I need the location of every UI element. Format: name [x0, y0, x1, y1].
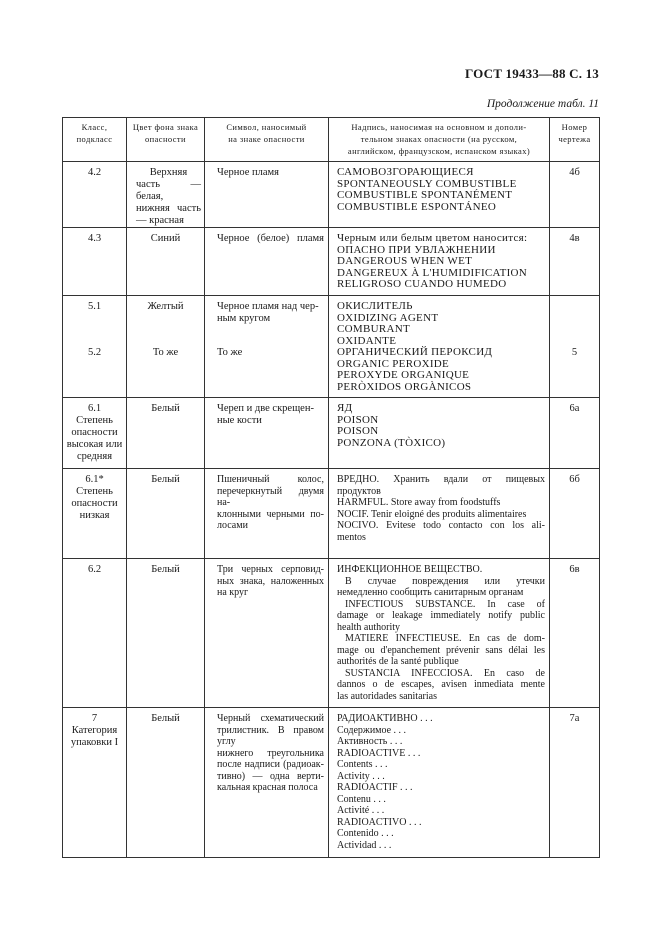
- table-row: [63, 469, 600, 559]
- symbol-cell: Три черных серповид- ных знака, наложенных на круг: [205, 559, 329, 708]
- drawing-number-cell: 6а: [550, 398, 600, 469]
- table-row: [63, 398, 600, 469]
- table-row: [63, 162, 600, 228]
- class-cell: 4.3: [63, 228, 127, 296]
- inscription-cell: ВРЕДНО. Хранить вдали от пищевых продуктов HARMFUL. Store away from foodstuffs NOCIF. Tenir eloigné des produits alimentaires NOCIVO. Evitese todo contacto con los ali- mentos: [329, 469, 550, 559]
- header-background-color: Цвет фона знака опасности: [127, 118, 205, 162]
- symbol-cell: Черное пламя над чер- ным кругом То же: [205, 296, 329, 398]
- inscription-cell: РАДИОАКТИВНО . . . Содержимое . . . Активность . . . RADIOACTIVE . . . Contents . . . Activity . . . RADIOACTIF . . . Contenu . . . Activité . . . RADIOACTIVO . . . Contenido . . . Actividad . . .: [329, 708, 550, 858]
- class-cell: 6.1* Степень опасности низкая: [63, 469, 127, 559]
- drawing-number-cell: 6в: [550, 559, 600, 708]
- drawing-number-cell: 4в: [550, 228, 600, 296]
- table-row: [63, 708, 600, 858]
- table-continuation-caption: Продолжение табл. 11: [486, 98, 599, 110]
- symbol-cell: Пшеничный колос, перечеркнутый двумя на- клонными черными по- лосами: [205, 469, 329, 559]
- drawing-number-cell: 4б: [550, 162, 600, 228]
- class-cell: 5.1 5.2: [63, 296, 127, 398]
- hazard-sign-table: [62, 117, 600, 858]
- header-drawing-number: Номер чертежа: [550, 118, 600, 162]
- inscription-cell: ИНФЕКЦИОННОЕ ВЕЩЕСТВО. В случае повреждения или утечки немедленно сообщить санитарным органам INFECTIOUS SUBSTANCE. In case of damage or leakage immediately notify public health authority MATIERE INFECTIEUSE. En cas de dom- mage ou d'epanchement prévenir sans délai les authorités de la santé publique SUSTANCIA INFECCIOSA. En caso de dannos o de escapes, avisen inmediata mente las autoridades sanitarias: [329, 559, 550, 708]
- drawing-number-cell: 5: [550, 296, 600, 398]
- class-cell: 6.1 Степень опасности высокая или средняя: [63, 398, 127, 469]
- header-symbol: Символ, наносимый на знаке опасности: [205, 118, 329, 162]
- symbol-cell: Черный схематический трилистник. В правом углу нижнего треугольника после надписи (радиоак- тивно) — одна верти- кальная красная полоса: [205, 708, 329, 858]
- document-reference: ГОСТ 19433—88 С. 13: [465, 66, 599, 81]
- table-row: [63, 559, 600, 708]
- symbol-cell: Череп и две скрещен- ные кости: [205, 398, 329, 469]
- color-cell: Желтый То же: [127, 296, 205, 398]
- header-inscription: Надпись, наносимая на основном и дополи- тельном знаках опасности (на русском, английском, французском, испанском языках): [329, 118, 550, 162]
- class-cell: 4.2: [63, 162, 127, 228]
- inscription-cell: Черным или белым цветом наносится: ОПАСНО ПРИ УВЛАЖНЕНИИ DANGEROUS WHEN WET DANGEREUX À L'HUMIDIFICATION RELIGROSO CUANDO HUMEDO: [329, 228, 550, 296]
- class-cell: 6.2: [63, 559, 127, 708]
- symbol-cell: Черное пламя: [205, 162, 329, 228]
- table-row: [63, 228, 600, 296]
- drawing-number-cell: 7а: [550, 708, 600, 858]
- inscription-cell: САМОВОЗГОРАЮЩИЕСЯ SPONTANEOUSLY COMBUSTIBLE COMBUSTIBLE SPONTANÉMENT COMBUSTIBLE ESPONTÁNEO: [329, 162, 550, 228]
- color-cell: Белый: [127, 469, 205, 559]
- class-cell: 7 Категория упаковки I: [63, 708, 127, 858]
- color-cell: Синий: [127, 228, 205, 296]
- color-cell: Белый: [127, 708, 205, 858]
- inscription-cell: ОКИСЛИТЕЛЬ OXIDIZING AGENT COMBURANT OXIDANTE ОРГАНИЧЕСКИЙ ПЕРОКСИД ORGANIC PEROXIDE PEROXYDE ORGANIQUE PERÒXIDOS ORGÀNICOS: [329, 296, 550, 398]
- symbol-cell: Черное (белое) пламя: [205, 228, 329, 296]
- color-cell: Белый: [127, 398, 205, 469]
- color-cell: Верхняя часть — белая, нижняя часть — красная: [127, 162, 205, 228]
- table-row: [63, 296, 600, 398]
- header-class: Класс, подкласс: [63, 118, 127, 162]
- table-header-row: [63, 118, 600, 162]
- color-cell: Белый: [127, 559, 205, 708]
- drawing-number-cell: 6б: [550, 469, 600, 559]
- inscription-cell: ЯД POISON POISON PONZONA (TÒXICO): [329, 398, 550, 469]
